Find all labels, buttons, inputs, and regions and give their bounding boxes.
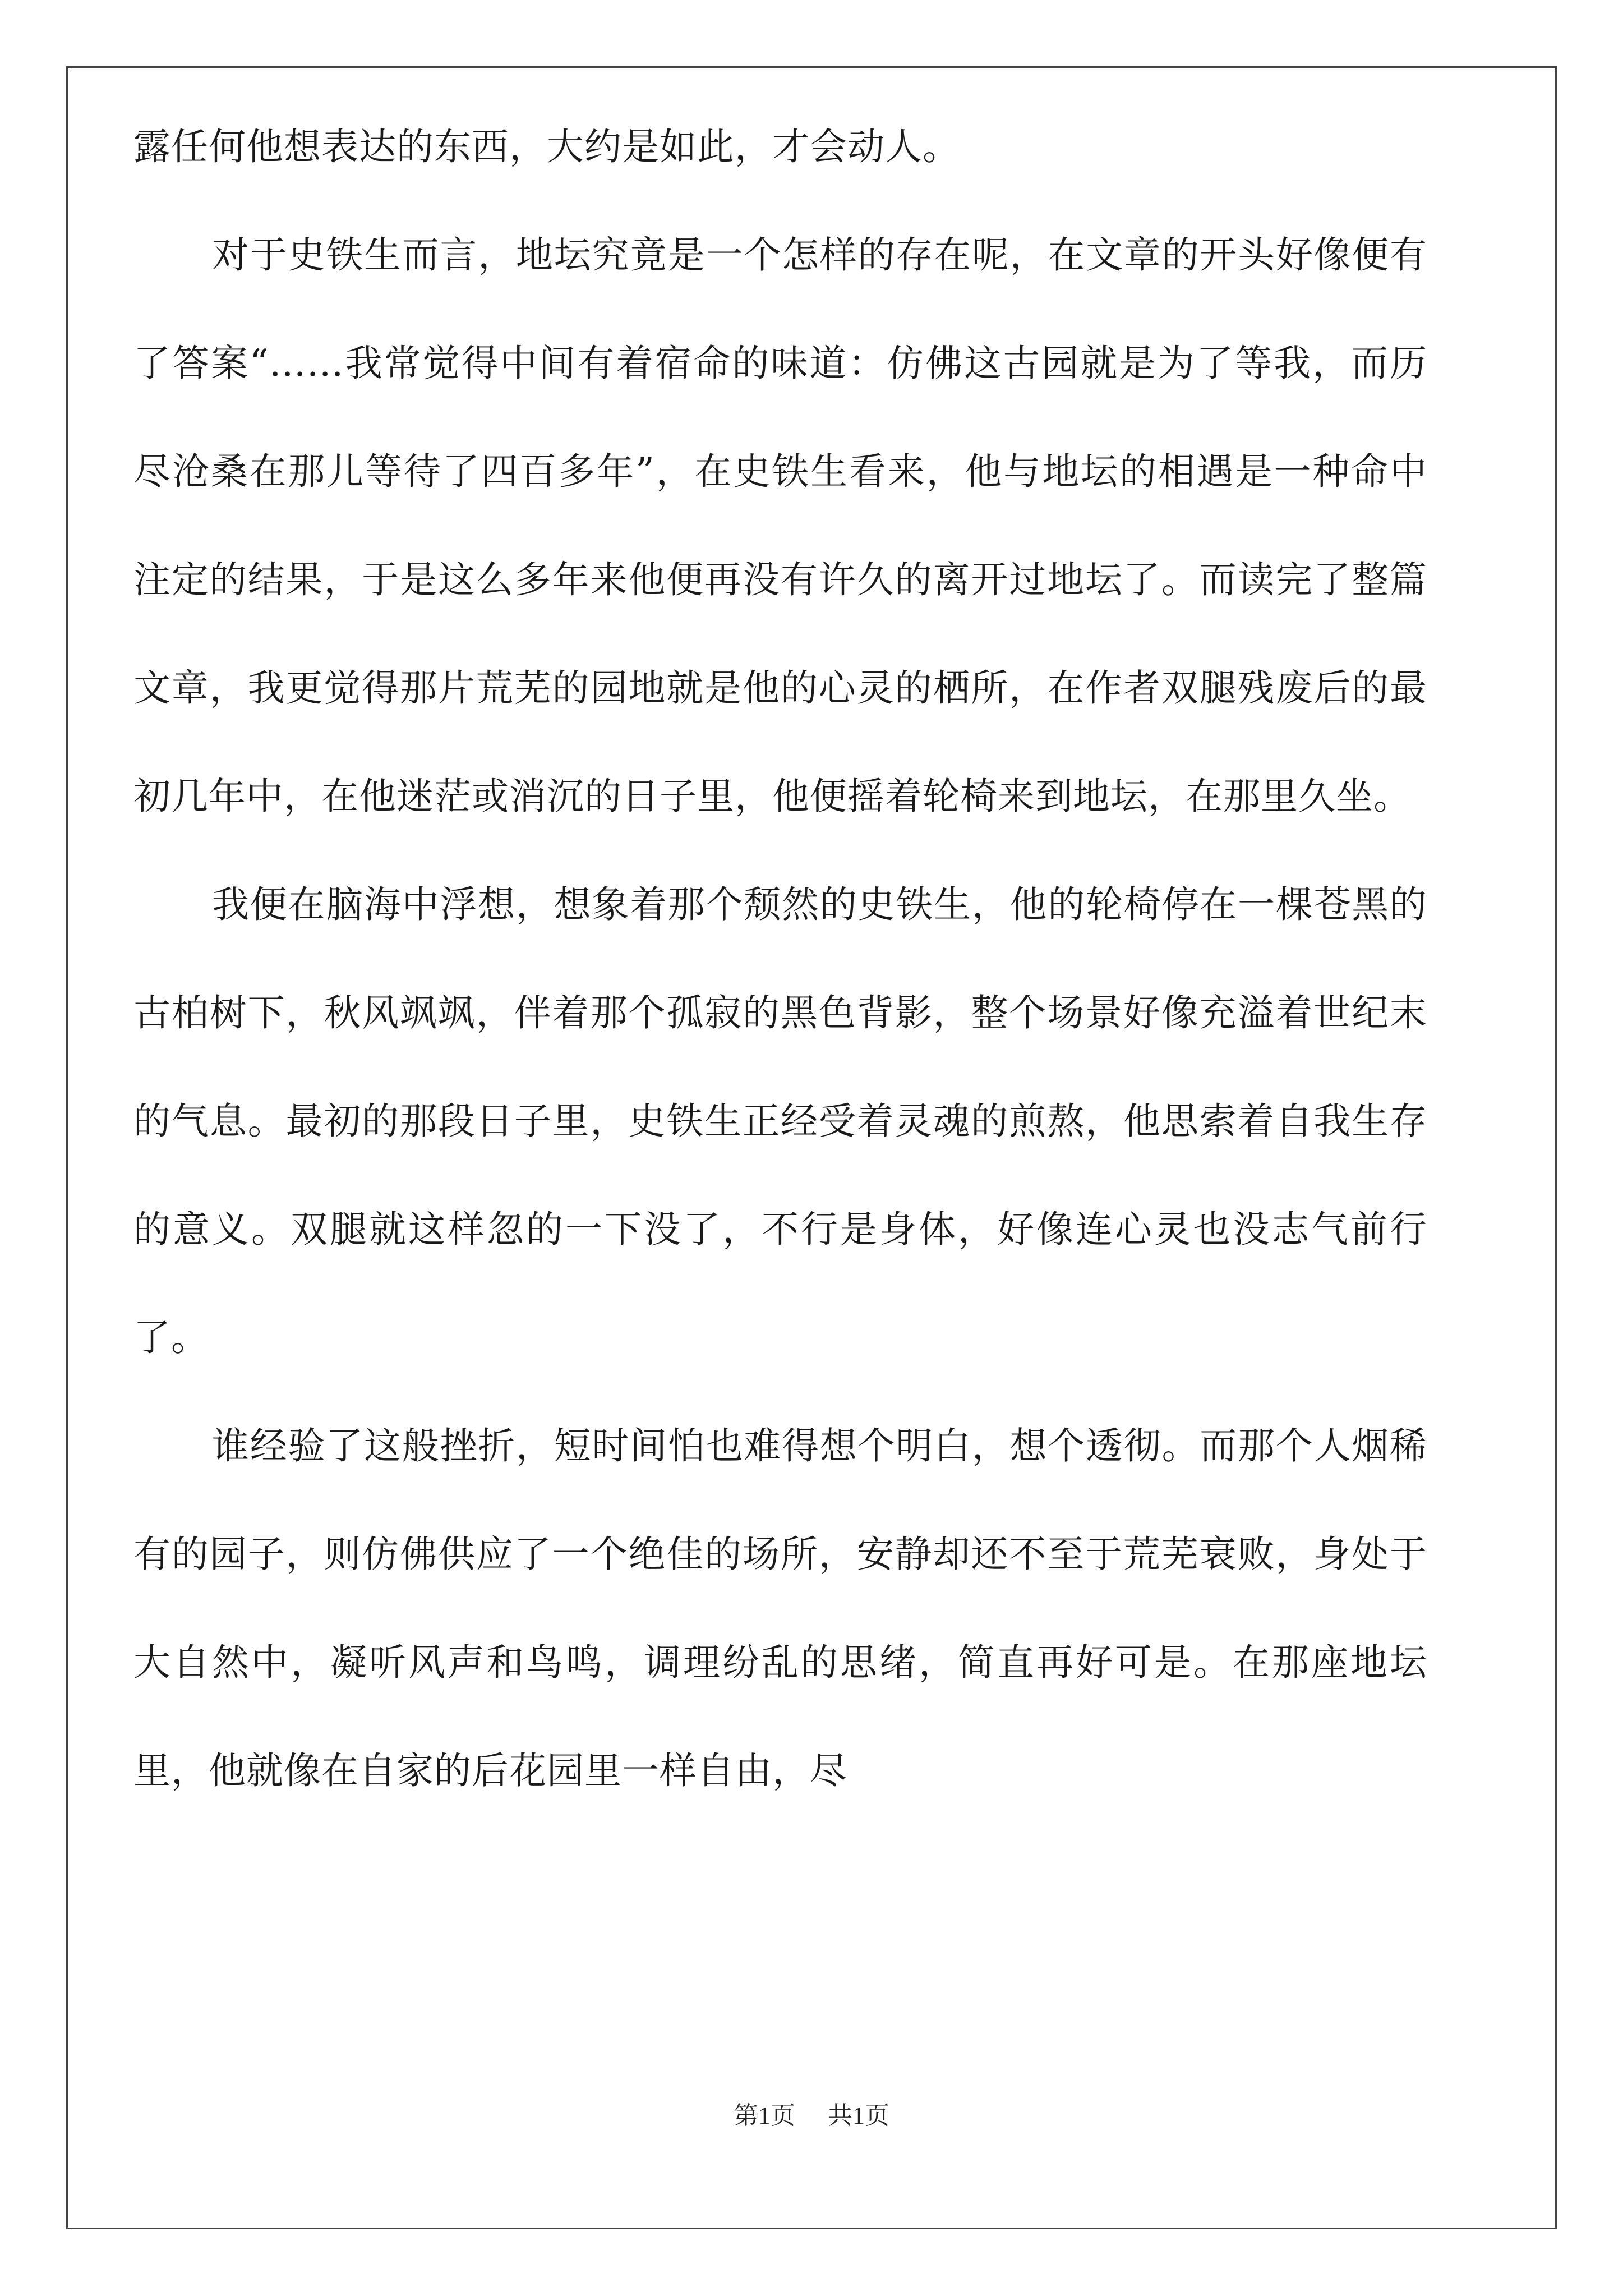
document-body [133,93,1427,1825]
page-footer [0,2095,1623,2131]
page-number-total: 共1页 [828,2102,889,2129]
paragraph-3: 我便在脑海中浮想，想象着那个颓然的史铁生，他的轮椅停在一棵苍黑的古柏树下，秋风飒飒，伴着那个孤寂的黑色背影，整个场景好像充溢着世纪末的气息。最初的那段日子里，史铁生正经受着灵魂的煎熬，他思索着自我生存的意义。双腿就这样忽的一下没了，不行是身体，好像连心灵也没志气前行了。 [133,883,1427,1359]
paragraph-4: 谁经验了这般挫折，短时间怕也难得想个明白，想个透彻。而那个人烟稀有的园子，则仿佛供应了一个绝佳的场所，安静却还不至于荒芜衰败，身处于大自然中，凝听风声和鸟鸣，调理纷乱的思绪，简直再好可是。在那座地坛里，他就像在自家的后花园里一样自由，尽 [133,1424,1427,1792]
paragraph-1: 露任何他想表达的东西，大约是如此，才会动人。 [133,125,960,168]
page-number-current: 第1页 [734,2102,795,2129]
paragraph-2: 对于史铁生而言，地坛究竟是一个怎样的存在呢，在文章的开头好像便有了答案“……我常觉得中间有着宿命的味道：仿佛这古园就是为了等我，而历尽沧桑在那儿等待了四百多年”，在史铁生看来，他与地坛的相遇是一种命中注定的结果，于是这么多年来他便再没有许久的离开过地坛了。而读完了整篇文章，我更觉得那片荒芜的园地就是他的心灵的栖所，在作者双腿残废后的最初几年中，在他迷茫或消沉的日子里，他便摇着轮椅来到地坛，在那里久坐。 [133,233,1427,818]
